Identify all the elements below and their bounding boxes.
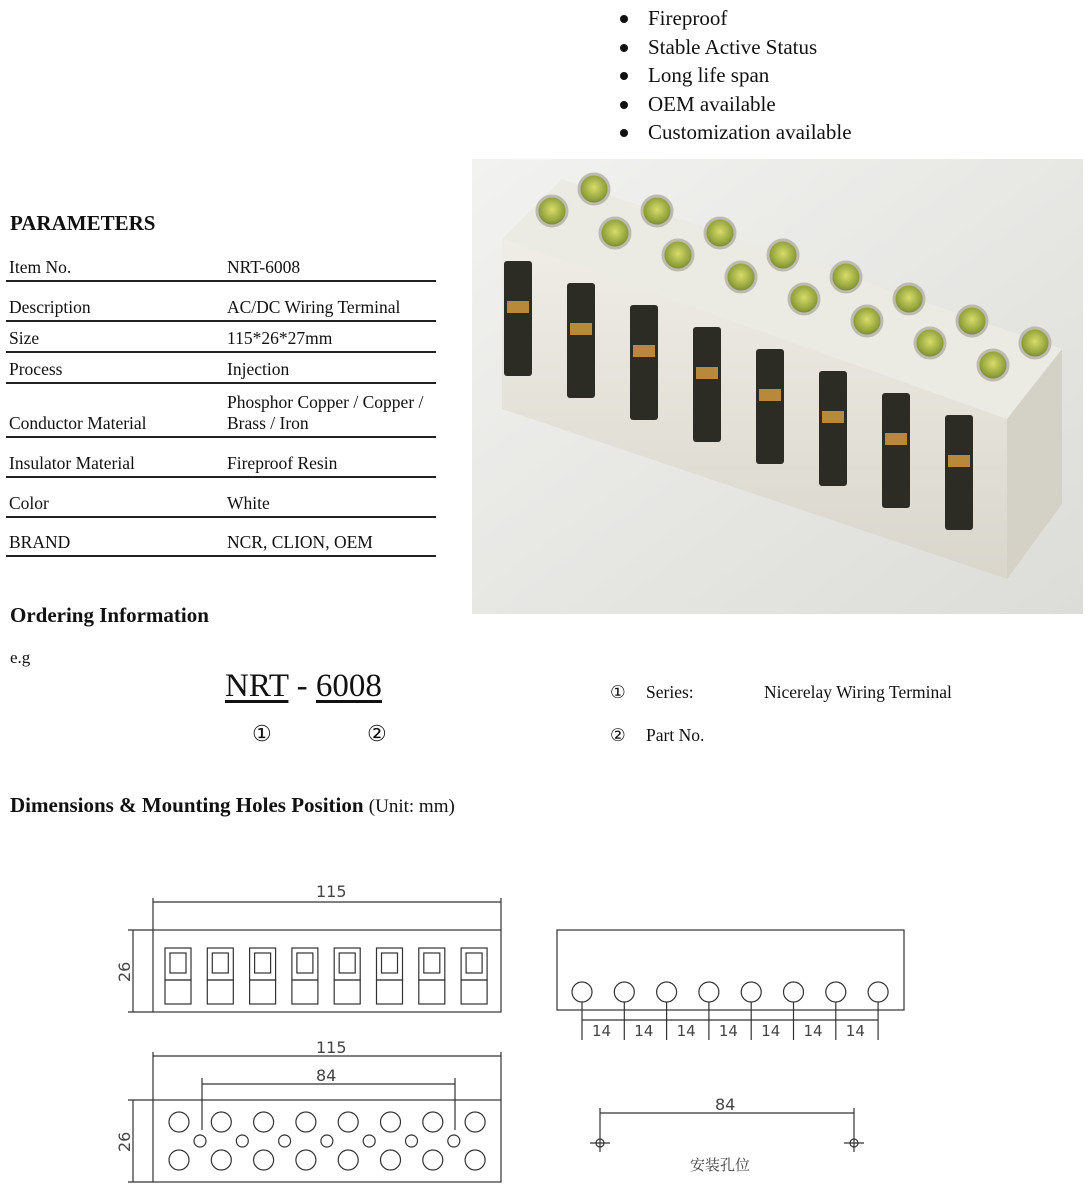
param-value: Fireproof Resin xyxy=(224,437,436,477)
table-row xyxy=(6,437,436,477)
screw-hole-outline xyxy=(296,1112,316,1132)
code-separator: - xyxy=(296,668,308,704)
param-value: AC/DC Wiring Terminal xyxy=(224,281,436,321)
terminal-slot xyxy=(945,415,973,530)
terminal-clamp-outline xyxy=(424,953,440,973)
product-photo xyxy=(472,159,1083,614)
mount-hole-outline xyxy=(406,1135,418,1147)
screw-hole-outline xyxy=(338,1112,358,1132)
terminal-clamp-outline xyxy=(170,953,186,973)
terminal-clamp-outline xyxy=(466,953,482,973)
param-value: NCR, CLION, OEM xyxy=(224,517,436,556)
screw-icon xyxy=(831,262,861,292)
feature-list xyxy=(620,4,852,147)
eg-label: e.g xyxy=(10,648,31,667)
legend-item-part xyxy=(610,725,705,746)
param-key: Item No. xyxy=(6,250,224,281)
param-value: Phosphor Copper / Copper / Brass / Iron xyxy=(224,383,436,437)
table-row xyxy=(6,321,436,352)
screw-icon xyxy=(600,218,630,248)
table-row xyxy=(6,281,436,321)
width-label-top: 115 xyxy=(316,1038,347,1057)
terminal-clamp-outline xyxy=(255,953,271,973)
screw-hole-outline xyxy=(381,1112,401,1132)
terminal-slot xyxy=(504,261,532,376)
terminal-block-illustration xyxy=(472,159,1083,614)
table-row xyxy=(6,250,436,281)
code-marker-1: ① xyxy=(252,721,272,746)
terminal-clamp xyxy=(822,411,844,423)
top-view-outline xyxy=(153,1100,501,1182)
terminal-base-outline xyxy=(419,980,445,1004)
screw-icon xyxy=(957,306,987,336)
terminal-clamp xyxy=(633,345,655,357)
terminal-clamp xyxy=(507,301,529,313)
hole-outline xyxy=(784,982,804,1002)
hole-outline xyxy=(699,982,719,1002)
terminal-base-outline xyxy=(377,980,403,1004)
pitch-label: 14 xyxy=(718,1022,738,1040)
terminal-slot xyxy=(882,393,910,508)
mount-span-label: 84 xyxy=(715,1095,736,1114)
legend-marker: ① xyxy=(610,682,626,702)
mount-hole-outline xyxy=(363,1135,375,1147)
screw-hole-outline xyxy=(465,1112,485,1132)
terminal-clamp xyxy=(948,455,970,467)
screw-icon xyxy=(789,284,819,314)
mount-hole-outline xyxy=(321,1135,333,1147)
hole-span-label: 84 xyxy=(316,1066,337,1085)
terminal-clamp xyxy=(570,323,592,335)
param-value: Injection xyxy=(224,352,436,383)
screw-icon xyxy=(663,240,693,270)
terminal-slot xyxy=(693,327,721,442)
code-marker-2: ② xyxy=(367,721,387,746)
param-value: White xyxy=(224,477,436,517)
hole-outline xyxy=(826,982,846,1002)
code-part-1: NRT xyxy=(225,668,289,704)
screw-hole-outline xyxy=(211,1112,231,1132)
front-view-outline xyxy=(153,930,501,1012)
pitch-label: 14 xyxy=(761,1022,781,1040)
side-view-outline xyxy=(557,930,904,1010)
parameters-table xyxy=(6,250,436,557)
screw-hole-outline xyxy=(254,1112,274,1132)
table-row xyxy=(6,477,436,517)
mount-hole-outline xyxy=(448,1135,460,1147)
screw-hole-outline xyxy=(381,1150,401,1170)
param-key: Size xyxy=(6,321,224,352)
screw-icon xyxy=(915,328,945,358)
mount-hole-outline xyxy=(236,1135,248,1147)
screw-icon xyxy=(579,174,609,204)
dimensions-title: Dimensions & Mounting Holes Position xyxy=(10,793,364,817)
hole-outline xyxy=(741,982,761,1002)
ordering-heading: Ordering Information xyxy=(10,603,209,627)
terminal-slot xyxy=(756,349,784,464)
hole-outline xyxy=(614,982,634,1002)
screw-hole-outline xyxy=(465,1150,485,1170)
screw-icon xyxy=(537,196,567,226)
pitch-label: 14 xyxy=(634,1022,654,1040)
screw-icon xyxy=(894,284,924,314)
table-row xyxy=(6,517,436,556)
terminal-base-outline xyxy=(334,980,360,1004)
width-label-front: 115 xyxy=(316,882,347,901)
screw-icon xyxy=(705,218,735,248)
height-label-top: 26 xyxy=(115,1131,134,1152)
screw-icon xyxy=(726,262,756,292)
mount-hole-outline xyxy=(194,1135,206,1147)
height-label-front: 26 xyxy=(115,961,134,982)
terminal-base-outline xyxy=(461,980,487,1004)
dimensions-unit: (Unit: mm) xyxy=(368,796,455,817)
terminal-clamp xyxy=(696,367,718,379)
screw-hole-outline xyxy=(169,1112,189,1132)
legend-marker: ② xyxy=(610,725,626,745)
terminal-base-outline xyxy=(250,980,276,1004)
dimension-drawing xyxy=(0,870,1090,1200)
pitch-label: 14 xyxy=(676,1022,696,1040)
param-key: Process xyxy=(6,352,224,383)
terminal-clamp xyxy=(759,389,781,401)
screw-icon xyxy=(1020,328,1050,358)
pitch-label: 14 xyxy=(592,1022,612,1040)
feature-item: OEM available xyxy=(620,90,852,119)
param-key: Description xyxy=(6,281,224,321)
screw-hole-outline xyxy=(169,1150,189,1170)
pitch-label: 14 xyxy=(845,1022,865,1040)
feature-item: Long life span xyxy=(620,61,852,90)
order-code xyxy=(225,668,382,705)
hole-outline xyxy=(868,982,888,1002)
dimensions-heading xyxy=(10,793,455,818)
screw-icon xyxy=(852,306,882,336)
screw-hole-outline xyxy=(423,1150,443,1170)
terminal-clamp-outline xyxy=(297,953,313,973)
table-row xyxy=(6,352,436,383)
terminal-base-outline xyxy=(292,980,318,1004)
terminal-base-outline xyxy=(207,980,233,1004)
feature-item: Customization available xyxy=(620,118,852,147)
screw-icon xyxy=(642,196,672,226)
code-part-2: 6008 xyxy=(315,668,382,704)
screw-hole-outline xyxy=(423,1112,443,1132)
param-key: Insulator Material xyxy=(6,437,224,477)
legend-label: Series: xyxy=(646,682,694,702)
pitch-label: 14 xyxy=(803,1022,823,1040)
parameters-heading: PARAMETERS xyxy=(10,211,156,235)
screw-icon xyxy=(978,350,1008,380)
legend-value: Nicerelay Wiring Terminal xyxy=(764,682,952,702)
legend-item-series xyxy=(610,682,952,703)
mount-hole-outline xyxy=(279,1135,291,1147)
param-value: 115*26*27mm xyxy=(224,321,436,352)
terminal-clamp-outline xyxy=(212,953,228,973)
hole-outline xyxy=(657,982,677,1002)
screw-hole-outline xyxy=(296,1150,316,1170)
terminal-clamp-outline xyxy=(382,953,398,973)
hole-outline xyxy=(572,982,592,1002)
screw-icon xyxy=(768,240,798,270)
feature-item: Stable Active Status xyxy=(620,33,852,62)
legend-label: Part No. xyxy=(646,725,705,745)
screw-hole-outline xyxy=(211,1150,231,1170)
terminal-base-outline xyxy=(165,980,191,1004)
screw-hole-outline xyxy=(338,1150,358,1170)
terminal-clamp xyxy=(885,433,907,445)
screw-hole-outline xyxy=(254,1150,274,1170)
param-value: NRT-6008 xyxy=(224,250,436,281)
feature-item: Fireproof xyxy=(620,4,852,33)
terminal-slot xyxy=(819,371,847,486)
mount-hole-label: 安装孔位 xyxy=(690,1156,751,1174)
param-key: Conductor Material xyxy=(6,383,224,437)
param-key: Color xyxy=(6,477,224,517)
terminal-clamp-outline xyxy=(339,953,355,973)
param-key: BRAND xyxy=(6,517,224,556)
terminal-slot xyxy=(567,283,595,398)
table-row xyxy=(6,383,436,437)
terminal-slot xyxy=(630,305,658,420)
